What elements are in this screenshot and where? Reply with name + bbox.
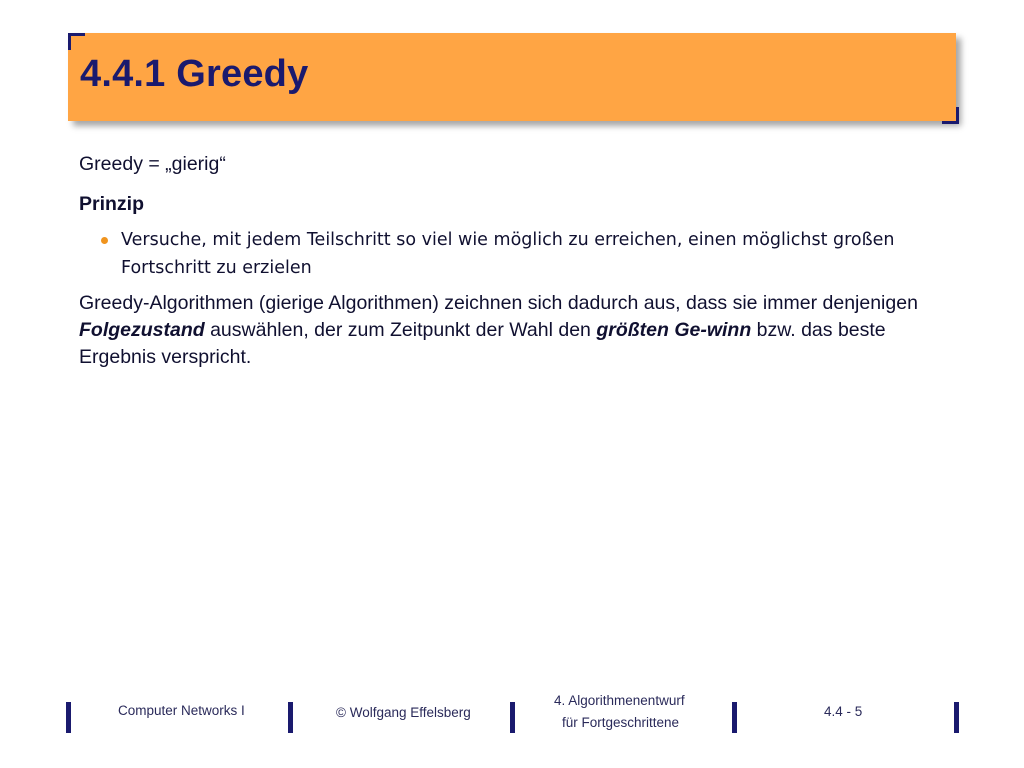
title-corner-bottom-right — [942, 107, 959, 124]
footer-separator — [66, 702, 71, 733]
bullet-item — [79, 226, 949, 282]
footer-chapter-line2: für Fortgeschrittene — [562, 715, 680, 730]
footer-chapter-line1: 4. Algorithmenentwurf — [554, 693, 685, 708]
footer-page-number: 4.4 - 5 — [824, 704, 863, 719]
title-corner-top-left — [68, 33, 85, 50]
paragraph-text-1: Greedy-Algorithmen (gierige Algorithmen) zeichnen sich dadurch aus, dass sie immer denjenigen — [79, 292, 918, 314]
greedy-paragraph — [79, 290, 949, 371]
footer-separator — [288, 702, 293, 733]
footer-author: © Wolfgang Effelsberg — [336, 705, 471, 720]
footer-course: Computer Networks I — [118, 703, 245, 718]
paragraph-text-3: bzw. das beste Ergebnis verspricht. — [79, 319, 886, 368]
footer-separator — [954, 702, 959, 733]
definition-line: Greedy = „gierig“ — [79, 153, 226, 175]
section-heading: Prinzip — [79, 193, 145, 215]
bullet-dot-icon — [101, 237, 108, 244]
slide-content — [79, 150, 949, 371]
emphasis-groessten-gewinn: größten Ge-winn — [596, 319, 752, 341]
bullet-text: Versuche, mit jedem Teilschritt so viel wie möglich zu erreichen, einen möglichst großen Fortschritt zu erzielen — [121, 230, 895, 278]
footer-separator — [510, 702, 515, 733]
emphasis-folgezustand: Folgezustand — [79, 319, 205, 341]
slide-title: 4.4.1 Greedy — [80, 53, 309, 95]
paragraph-text-2: auswählen, der zum Zeitpunkt der Wahl den — [204, 319, 597, 341]
slide-footer — [0, 690, 1024, 740]
footer-separator — [732, 702, 737, 733]
